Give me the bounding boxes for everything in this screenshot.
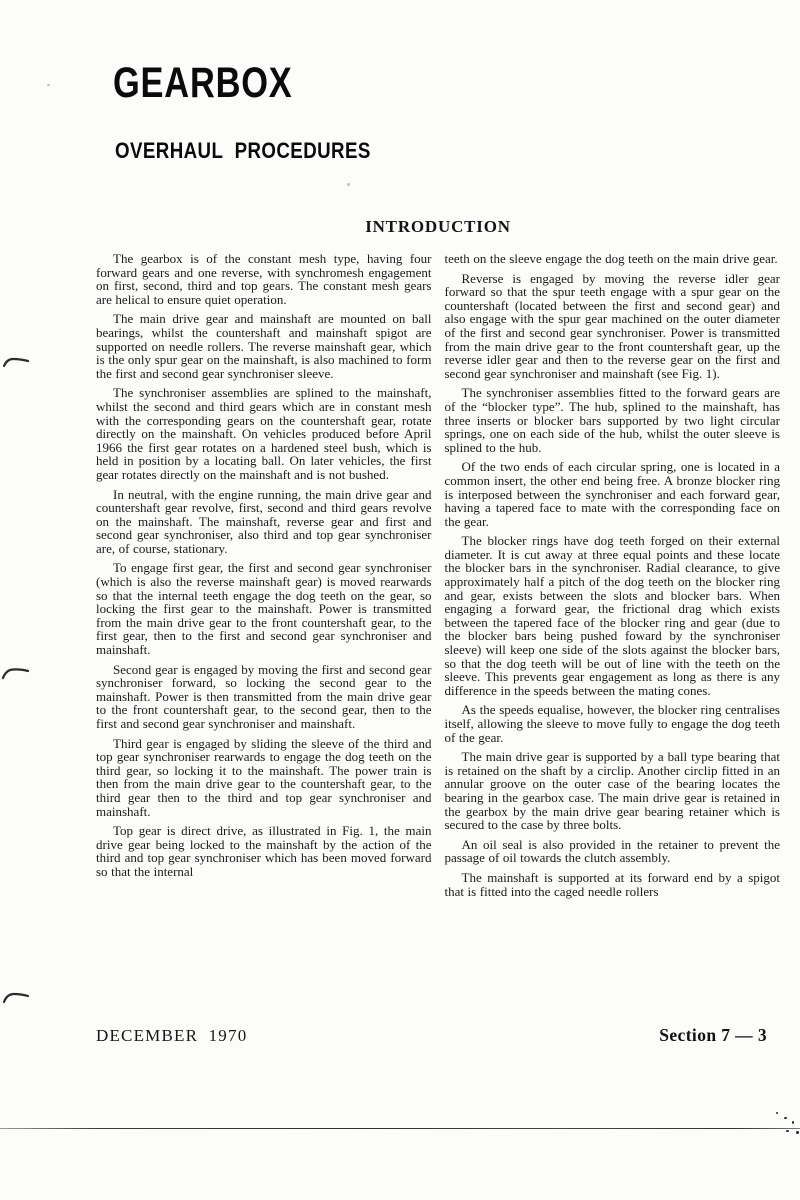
paragraph: In neutral, with the engine running, the main drive gear and countershaft gear revolve, first, second and third gears revolve on the mainshaft. The mainshaft, reverse gear and first and second gear synchroniser, also third and top gear synchroniser are, of course, stationary. bbox=[96, 486, 432, 556]
scan-speckle bbox=[776, 1112, 778, 1114]
paragraph: The blocker rings have dog teeth forged on their external diameter. It is cut away at three equal points and these locate the blocker bars in the synchroniser. Radial clearance, to give approximately half a pitch of the dog teeth on the blocker ring and gear, exists between the slots and blocker bars. When engaging a forward gear, the frictional drag which exists between the tapered face of the blocker ring and gear (due to the blocker bars being pushed foward by the synchroniser sleeve) will keep one side of the slots against the blocker bars, so that the dog teeth will be out of line with the teeth on the sleeve. This prevents gear engagement as long as there is any difference in the speeds between the mating cones. bbox=[444, 533, 780, 698]
paragraph: Third gear is engaged by sliding the sleeve of the third and top gear synchroniser rearwards to engage the dog teeth on the third gear, so locking it to the mainshaft. The power train is then from the main drive gear to the countershaft gear, to the third gear then to the third and top gear synchroniser and mainshaft. bbox=[96, 735, 432, 819]
margin-tick-mark bbox=[2, 355, 30, 371]
paragraph: The mainshaft is supported at its forward end by a spigot that is fitted into the caged needle rollers bbox=[444, 869, 780, 899]
left-column bbox=[96, 252, 432, 898]
paragraph-continuation: teeth on the sleeve engage the dog teeth on the main drive gear. bbox=[444, 251, 778, 266]
margin-tick-mark bbox=[2, 666, 30, 682]
paragraph: Top gear is direct drive, as illustrated in Fig. 1, the main drive gear being locked to the mainshaft by the action of the third and top gear synchroniser which has been moved forward so that the internal bbox=[96, 823, 432, 879]
footer-date: DECEMBER 1970 bbox=[96, 1026, 248, 1045]
scan-speckle bbox=[347, 183, 350, 186]
paragraph: As the speeds equalise, however, the blocker ring centralises itself, allowing the sleeve to move fully to engage the dog teeth of the gear. bbox=[444, 702, 780, 745]
footer-section-number: Section 7 — 3 bbox=[659, 1025, 767, 1045]
scan-speckle bbox=[796, 1131, 799, 1134]
scan-speckle bbox=[47, 84, 50, 86]
paragraph: The synchroniser assemblies fitted to the forward gears are of the “blocker type”. The hub, splined to the mainshaft, has three inserts or blocker bars supported by two light circular springs, one on each side of the hub, whilst the outer sleeve is splined to the hub. bbox=[444, 385, 780, 455]
paragraph: The main drive gear is supported by a ball type bearing that is retained on the shaft by a circlip. Another circlip fitted in an annular groove on the outer case of the bearing locates the bearing in the gearbox case. The main drive gear is retained in the gearbox by the main drive gear bearing retainer which is secured to the case by three bolts. bbox=[444, 749, 780, 833]
paragraph: Reverse is engaged by moving the reverse idler gear forward so that the spur teeth engage with a spur gear on the countershaft (located between the first and second gear) and also engage with the spur gear machined on the outer diameter of the first and second gear synchroniser. Power is transmitted from the main drive gear to the front countershaft gear, up the reverse idler gear and then to the reverse gear on the first and second gear synchroniser and mainshaft (see Fig. 1). bbox=[444, 270, 780, 381]
scan-speckle bbox=[784, 1117, 787, 1119]
scan-bottom-edge-line bbox=[0, 1128, 800, 1129]
paragraph: The gearbox is of the constant mesh type, having four forward gears and one reverse, with synchromesh engagement on first, second, third and top gears. The constant mesh gears are helical to ensure quiet operation. bbox=[96, 251, 432, 307]
paragraph: The main drive gear and mainshaft are mounted on ball bearings, whilst the countershaft and mainshaft spigot are supported on needle rollers. The reverse mainshaft gear, which is the only spur gear on the mainshaft, is also machined to form the first and second gear synchroniser sleeve. bbox=[96, 311, 432, 381]
two-column-body bbox=[96, 252, 780, 898]
right-column bbox=[445, 252, 781, 898]
paragraph: Of the two ends of each circular spring, one is located in a common insert, the other end being free. A bronze blocker ring is interposed between the synchroniser and each forward gear, having a tapered face to mate with the corresponding face on the gear. bbox=[444, 459, 780, 529]
scan-speckle bbox=[792, 1121, 794, 1124]
paragraph: The synchroniser assemblies are splined to the mainshaft, whilst the second and third gears which are in constant mesh with the corresponding gears on the countershaft gear, rotate directly on the mainshaft. On vehicles produced before April 1966 the first gear rotates on a hardened steel bush, which is held in position by a locating ball. On later vehicles, the first gear rotates directly on the mainshaft and is not bushed. bbox=[96, 385, 432, 482]
section-heading: INTRODUCTION bbox=[365, 217, 511, 236]
page-subtitle: OVERHAUL PROCEDURES bbox=[115, 138, 371, 163]
paragraph: To engage first gear, the first and second gear synchroniser (which is also the reverse mainshaft gear) is moved rearwards so that the internal teeth engage the dog teeth on the gear, so locking the first gear to the mainshaft. Power is transmitted from the main drive gear to the front countershaft gear, to the first gear, then to the first and second gear synchroniser and mainshaft. bbox=[96, 560, 432, 658]
page-title: GEARBOX bbox=[113, 59, 293, 107]
scan-speckle bbox=[786, 1130, 789, 1132]
paragraph: An oil seal is also provided in the retainer to prevent the passage of oil towards the clutch assembly. bbox=[444, 836, 780, 866]
paragraph: Second gear is engaged by moving the first and second gear synchroniser forward, so locking the second gear to the mainshaft. Power is then transmitted from the main drive gear to the front countershaft gear, to the second gear, then to the first and second gear synchroniser and mainshaft. bbox=[96, 661, 432, 731]
margin-tick-mark bbox=[2, 990, 30, 1006]
